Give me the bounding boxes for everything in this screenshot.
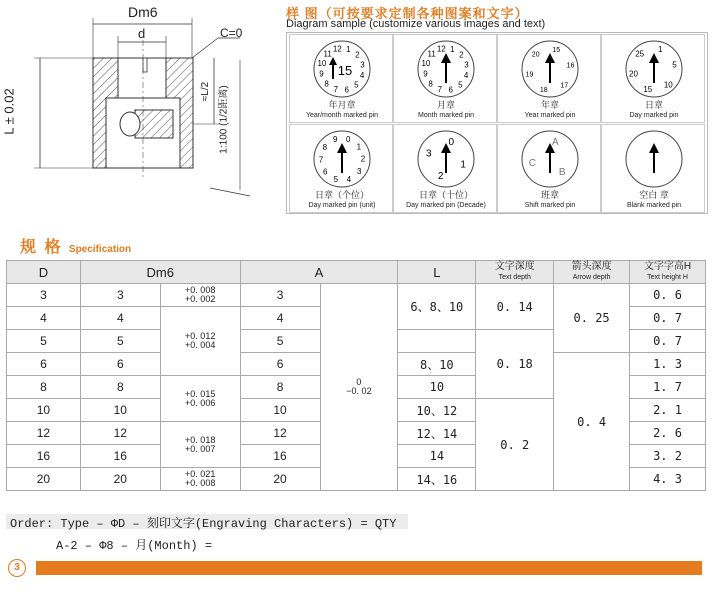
sample-caption-en: Year marked pin [524, 112, 576, 119]
cell-text-height: 0. 7 [630, 330, 706, 353]
cell-dm6: 3 [80, 284, 160, 307]
cell-l: 10、12 [398, 399, 476, 422]
dial-number-label: 8 [322, 142, 328, 152]
cell-dm6: 4 [80, 307, 160, 330]
dial-number-label: 6 [448, 85, 453, 95]
dial-number-label: 7 [333, 85, 339, 95]
cell-d: 4 [7, 307, 81, 330]
dial-number-label: 15 [643, 85, 653, 95]
dial-number-label: 2 [459, 50, 464, 60]
dial-number-label: 11 [323, 49, 332, 59]
cell-a: 10 [240, 399, 320, 422]
header-arrow-depth: 箭头深度 Arrow depth [554, 261, 630, 284]
cell-a: 6 [240, 353, 320, 376]
dial-number-label: 1 [460, 159, 466, 171]
dial-number-label: 2 [360, 154, 366, 164]
cell-a: 8 [240, 376, 320, 399]
cell-a: 5 [240, 330, 320, 353]
dial-number-label: 7 [318, 155, 324, 165]
cell-text-height: 2. 1 [630, 399, 706, 422]
cell-a: 3 [240, 284, 320, 307]
sample-caption-en: Shift marked pin [524, 202, 576, 209]
dial-number-label: 16 [566, 62, 575, 70]
dial-number-label: 10 [317, 58, 327, 68]
l-label: L ± 0.02 [1, 88, 17, 135]
cell-arrow-depth: 0. 25 [554, 284, 630, 353]
cell-a: 12 [240, 422, 320, 445]
cell-dm6-tol: +0. 021 +0. 008 [160, 468, 240, 491]
dial-number-label: 10 [663, 80, 673, 90]
cell-dm6-tol: +0. 018 +0. 007 [160, 422, 240, 468]
dial-number-label: 5 [333, 175, 339, 185]
cell-d: 5 [7, 330, 81, 353]
dial-day-decade-icon [416, 129, 476, 189]
sample-day [601, 34, 705, 123]
dial-number-label: 10 [421, 58, 431, 68]
cell-d: 3 [7, 284, 81, 307]
dial-number-label: 5 [672, 60, 677, 70]
dm6-label: Dm6 [128, 4, 158, 20]
header-a: A [240, 261, 398, 284]
samples-grid [286, 32, 708, 214]
dial-number-label: 1 [356, 142, 362, 152]
dial-number-label: 18 [539, 87, 548, 95]
cell-a: 20 [240, 468, 320, 491]
order-format: Order: Type – ΦD – 刻印文字(Engraving Characters) = QTY [6, 514, 408, 529]
center-year-label: 15 [337, 63, 353, 78]
cell-text-height: 4. 3 [630, 468, 706, 491]
cell-text-height: 1. 7 [630, 376, 706, 399]
dial-number-label: C [528, 158, 537, 169]
cell-l: 10 [398, 376, 476, 399]
dial-number-label: 9 [423, 69, 428, 79]
cell-dm6: 10 [80, 399, 160, 422]
dial-shift-icon [520, 129, 580, 189]
dial-number-label: 5 [354, 80, 359, 90]
cell-text-depth: 0. 18 [476, 330, 554, 399]
sample-caption-cn: 月章 [436, 100, 455, 110]
dial-number-label: 6 [344, 85, 349, 95]
cell-l [398, 330, 476, 353]
cell-dm6: 16 [80, 445, 160, 468]
dial-year-icon [520, 39, 580, 99]
taper-label: 1:100 (1/2距离) [218, 85, 230, 154]
cell-text-height: 0. 7 [630, 307, 706, 330]
order-example: A-2 – Φ8 – 月(Month) = [56, 539, 213, 553]
cell-dm6: 6 [80, 353, 160, 376]
dial-number-label: 1 [657, 44, 663, 54]
dial-number-label: 15 [552, 46, 561, 54]
dial-number-label: 3 [426, 148, 432, 160]
dial-number-label: 3 [360, 60, 365, 70]
sample-caption-en: Year/month marked pin [305, 112, 379, 119]
dial-number-label: B [558, 167, 566, 179]
dial-number-label: 20 [531, 51, 540, 59]
dial-number-label: 20 [629, 69, 638, 79]
cell-dm6-tol: +0. 015 +0. 006 [160, 376, 240, 422]
cell-d: 10 [7, 399, 81, 422]
dial-number-label: 2 [355, 50, 360, 60]
header-d: D [7, 261, 81, 284]
dial-number-label: 4 [463, 71, 469, 81]
sample-caption-cn: 日章 [644, 100, 663, 110]
dial-number-label: 1 [449, 44, 455, 54]
cell-l: 14、16 [398, 468, 476, 491]
spec-title [20, 234, 131, 257]
sample-day-decade [393, 124, 497, 213]
dial-number-label: 8 [428, 79, 433, 89]
cell-a-tol: 0 −0. 02 [320, 284, 398, 491]
sample-year [497, 34, 601, 123]
spec-title-cn: 规 格 [20, 239, 63, 256]
sample-caption-cn: 日章（十位） [418, 190, 473, 200]
page-bar [36, 561, 702, 575]
cell-l: 14 [398, 445, 476, 468]
cell-text-height: 2. 6 [630, 422, 706, 445]
dial-number-label: 12 [436, 44, 446, 54]
chamfer-label: C=0 [220, 26, 243, 40]
dial-number-label: 17 [560, 82, 569, 90]
spec-title-en: Specification [68, 244, 132, 255]
cell-d: 6 [7, 353, 81, 376]
cell-dm6: 8 [80, 376, 160, 399]
cell-text-height: 0. 6 [630, 284, 706, 307]
cell-text-height: 3. 2 [630, 445, 706, 468]
cell-l: 8、10 [398, 353, 476, 376]
cell-d: 8 [7, 376, 81, 399]
cell-d: 20 [7, 468, 81, 491]
sample-caption-en: Month marked pin [417, 112, 475, 119]
dial-number-label: 11 [427, 49, 436, 59]
sample-blank [601, 124, 705, 213]
sample-caption-cn: 年章 [540, 100, 559, 110]
cell-d: 16 [7, 445, 81, 468]
cell-dm6-tol: +0. 012 +0. 004 [160, 307, 240, 376]
dial-number-label: 9 [319, 69, 324, 79]
cell-dm6-tol: +0. 008 +0. 002 [160, 284, 240, 307]
cell-l: 6、8、10 [398, 284, 476, 330]
dial-month-icon [416, 39, 476, 99]
dial-number-label: A [551, 136, 559, 148]
sample-day-unit [289, 124, 393, 213]
page-number: 3 [8, 559, 26, 577]
samples-title: 样 图（可按要求定制各种图案和文字） [286, 6, 529, 21]
cell-dm6: 20 [80, 468, 160, 491]
sample-caption-en: Day marked pin (Decade) [406, 202, 486, 209]
dial-day-unit-icon [312, 129, 372, 189]
dial-number-label: 12 [332, 44, 342, 54]
half-l-label: ≈L/2 [200, 81, 212, 102]
dial-number-label: 7 [437, 85, 443, 95]
sample-caption-cn: 日章（个位） [314, 190, 369, 200]
dial-number-label: 3 [356, 167, 362, 177]
dial-number-label: 5 [458, 80, 463, 90]
sample-caption-en: Day marked pin (unit) [308, 202, 376, 209]
cell-text-height: 1. 3 [630, 353, 706, 376]
dial-number-label: 2 [437, 171, 444, 183]
dial-number-label: 25 [635, 49, 645, 59]
header-text-height: 文字字高H Text height H [630, 261, 706, 284]
dial-number-label: 8 [324, 79, 329, 89]
sample-caption-cn: 空白 章 [639, 190, 669, 200]
cell-a: 16 [240, 445, 320, 468]
dial-number-label: 19 [525, 71, 534, 79]
header-dm6: Dm6 [80, 261, 240, 284]
spec-table [6, 260, 706, 491]
sample-caption-en: Blank marked pin [626, 202, 682, 209]
sample-month [393, 34, 497, 123]
dial-number-label: 3 [464, 60, 469, 70]
cell-dm6: 5 [80, 330, 160, 353]
dial-number-label: 4 [346, 174, 352, 184]
dial-day-icon [624, 39, 684, 99]
sample-caption-cn: 年月章 [328, 100, 356, 110]
sample-caption-en: Day marked pin [629, 112, 679, 119]
cell-a: 4 [240, 307, 320, 330]
cell-text-depth: 0. 2 [476, 399, 554, 491]
cell-text-depth: 0. 14 [476, 284, 554, 330]
header-text-depth: 文字深度 Text depth [476, 261, 554, 284]
dial-number-label: 1 [345, 44, 351, 54]
sample-caption-cn: 班章 [540, 190, 559, 200]
dial-number-label: 9 [332, 135, 338, 145]
cell-d: 12 [7, 422, 81, 445]
dial-number-label: 6 [322, 167, 328, 177]
dial-number-label: 4 [359, 71, 365, 81]
dial-number-label: 0 [345, 134, 351, 144]
samples-subtitle: Diagram sample (customize various images and text) [286, 18, 546, 30]
cell-dm6: 12 [80, 422, 160, 445]
table-row [7, 284, 706, 307]
cell-arrow-depth: 0. 4 [554, 353, 630, 491]
d-label: d [138, 26, 146, 41]
cell-l: 12、14 [398, 422, 476, 445]
dial-blank-icon [624, 129, 684, 189]
sample-shift [497, 124, 601, 213]
dial-year-month-icon [312, 39, 372, 99]
header-l: L [398, 261, 476, 284]
dial-number-label: 0 [448, 136, 455, 148]
sample-year-month [289, 34, 393, 123]
